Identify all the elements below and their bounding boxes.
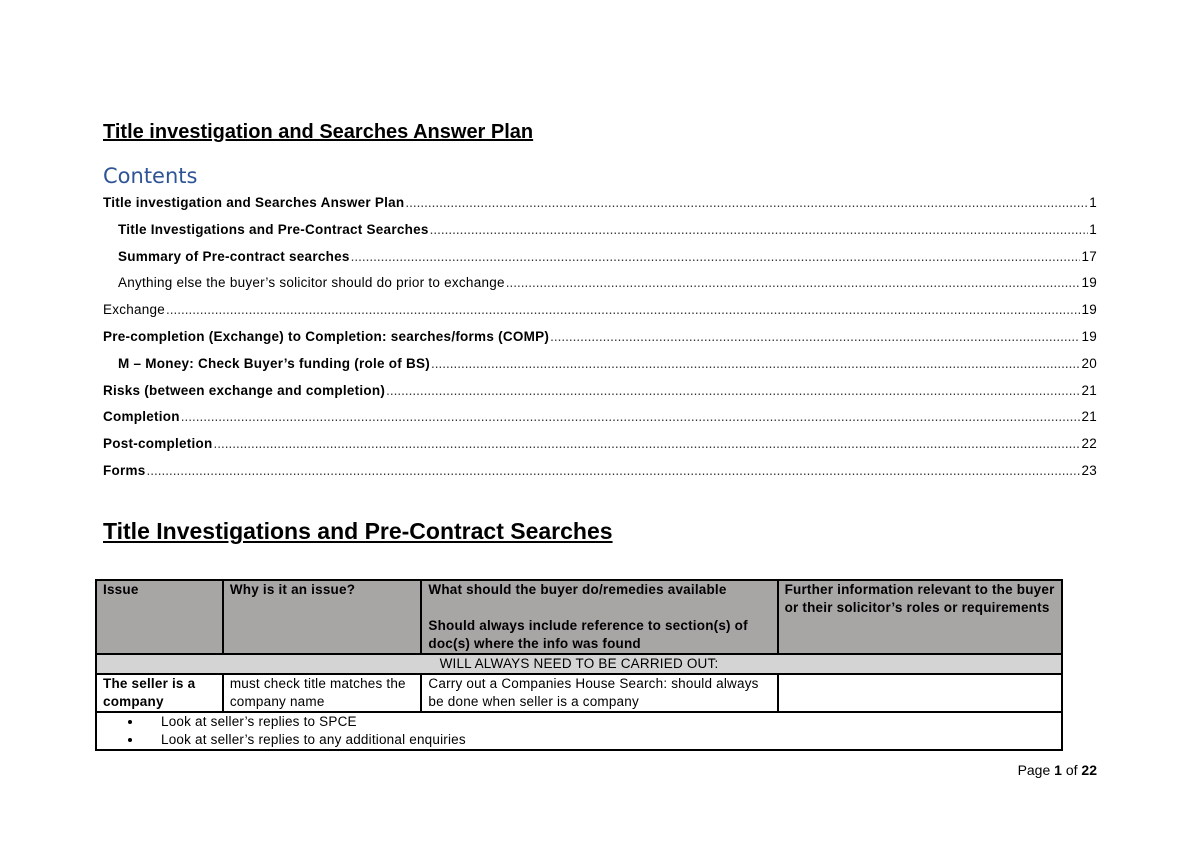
table-row — [96, 674, 1062, 712]
cell-what: Carry out a Companies House Search: should always be done when seller is a company — [421, 674, 777, 712]
issues-table — [95, 579, 1063, 751]
toc-entry-title: Post-completion — [103, 436, 213, 452]
toc-entry-title: Title Investigations and Pre-Contract Searches — [118, 221, 429, 237]
header-why: Why is it an issue? — [223, 580, 422, 654]
toc-leader-dots — [214, 434, 1081, 454]
toc-leader-dots — [166, 300, 1080, 320]
list-item: • Look at seller’s replies to SPCE — [143, 713, 1055, 731]
toc-entry-page: 1 — [1089, 195, 1097, 210]
page-total: 22 — [1081, 762, 1097, 778]
header-what — [421, 580, 777, 654]
toc-leader-dots — [386, 381, 1080, 401]
toc-entry-title: Risks (between exchange and completion) — [103, 382, 386, 398]
toc-entry-title: Forms — [103, 462, 146, 478]
of-label: of — [1065, 762, 1078, 778]
toc-entry-page: 19 — [1081, 302, 1097, 318]
header-what-line2: Should always include reference to section(s) of doc(s) where the info was found — [428, 618, 748, 651]
toc-leader-dots — [181, 407, 1081, 427]
toc-entry-title: Completion — [103, 409, 180, 425]
section-heading: Title Investigations and Pre-Contract Searches — [103, 518, 613, 544]
toc-entry-page: 22 — [1081, 436, 1097, 452]
toc-entry-title: Exchange — [103, 302, 166, 318]
header-issue: Issue — [96, 580, 223, 654]
toc-entry[interactable] — [103, 247, 1097, 274]
toc-entry-page: 21 — [1081, 409, 1097, 425]
toc-entry-page: 17 — [1081, 248, 1097, 264]
notes-row — [96, 712, 1062, 750]
toc-leader-dots — [351, 247, 1081, 267]
toc-entry-page: 21 — [1081, 382, 1097, 398]
notes-list — [103, 713, 1055, 749]
table-of-contents — [103, 193, 1097, 488]
toc-leader-dots — [430, 220, 1089, 240]
toc-entry-page: 19 — [1081, 328, 1097, 344]
page-number — [1018, 762, 1097, 778]
toc-entry-title: Anything else the buyer’s solicitor should do prior to exchange — [118, 275, 505, 291]
notes-cell — [96, 712, 1062, 750]
toc-entry-title: M – Money: Check Buyer’s funding (role of BS) — [118, 355, 431, 371]
toc-leader-dots — [506, 273, 1081, 293]
cell-further — [778, 674, 1062, 712]
toc-entry-page: 19 — [1081, 275, 1097, 291]
toc-entry-title: Summary of Pre-contract searches — [118, 248, 350, 264]
toc-entry[interactable] — [103, 354, 1097, 381]
toc-entry-title: Title investigation and Searches Answer Plan — [103, 195, 405, 210]
always-required-row — [96, 654, 1062, 674]
cell-issue: The seller is a company — [96, 674, 223, 712]
toc-leader-dots — [405, 193, 1088, 213]
toc-leader-dots — [550, 327, 1080, 347]
list-item: • Look at seller’s replies to any additional enquiries — [143, 731, 1055, 749]
toc-entry[interactable] — [103, 220, 1097, 247]
toc-entry-page: 23 — [1081, 462, 1097, 478]
toc-entry[interactable] — [103, 193, 1097, 220]
toc-entry[interactable] — [103, 327, 1097, 354]
page-current: 1 — [1054, 762, 1062, 778]
contents-heading: Contents — [103, 164, 198, 188]
cell-why: must check title matches the company name — [223, 674, 422, 712]
toc-entry-title: Pre-completion (Exchange) to Completion: searches/forms (COMP) — [103, 328, 550, 344]
toc-entry[interactable] — [103, 300, 1097, 327]
toc-leader-dots — [431, 354, 1080, 374]
toc-entry-page: 1 — [1089, 221, 1097, 237]
page-label: Page — [1017, 762, 1051, 778]
toc-entry[interactable] — [103, 434, 1097, 461]
toc-entry[interactable] — [103, 381, 1097, 408]
always-required-label: WILL ALWAYS NEED TO BE CARRIED OUT: — [96, 654, 1062, 674]
toc-entry[interactable] — [103, 273, 1097, 300]
document-title: Title investigation and Searches Answer Plan — [103, 121, 534, 143]
table-header-row — [96, 580, 1062, 654]
header-what-line1: What should the buyer do/remedies available — [428, 582, 727, 597]
toc-entry-page: 20 — [1081, 355, 1097, 371]
toc-leader-dots — [147, 461, 1081, 481]
header-further: Further information relevant to the buyer or their solicitor’s roles or requirements — [778, 580, 1062, 654]
toc-entry[interactable] — [103, 461, 1097, 488]
toc-entry[interactable] — [103, 407, 1097, 434]
